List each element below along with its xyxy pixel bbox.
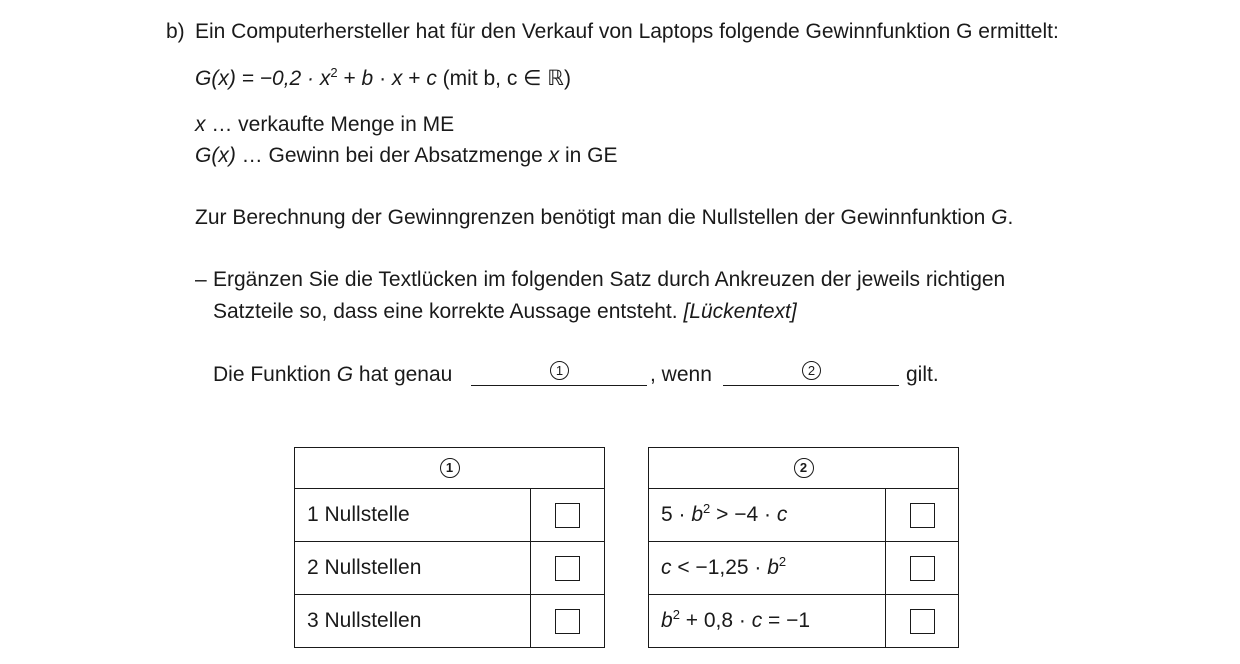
option-2-1-checkbox[interactable] (910, 503, 935, 528)
definition-gx-symbol2: x (548, 144, 560, 167)
instruction-tag: [Lückentext] (683, 300, 797, 323)
options-table-1 (294, 447, 605, 648)
option-2-1-a: 5 · (661, 503, 692, 526)
gap-sentence-part2: hat genau (353, 363, 453, 386)
option-2-1-text (649, 489, 886, 542)
option-1-1-checkbox[interactable] (555, 503, 580, 528)
instruction-line-2 (213, 299, 797, 325)
option-2-2-checkbox[interactable] (910, 556, 935, 581)
formula-plus: + (337, 67, 362, 90)
option-2-1-exp: 2 (703, 501, 711, 516)
option-2-3-exp: 2 (672, 607, 680, 622)
option-1-1-text: 1 Nullstelle (295, 489, 531, 542)
table-row (649, 489, 959, 542)
option-1-2-checkbox[interactable] (555, 556, 580, 581)
profit-function-formula (195, 66, 571, 92)
definition-gx-text2: in GE (559, 144, 618, 167)
formula-exponent: 2 (330, 65, 338, 80)
options-table-2 (648, 447, 959, 648)
option-2-3-v2: c (751, 609, 763, 632)
option-2-2-text (649, 542, 886, 595)
options-table-1-number: 1 (440, 458, 460, 478)
option-2-3-b: = −1 (762, 609, 811, 632)
option-2-2-exp: 2 (778, 554, 787, 569)
table-row (295, 542, 605, 595)
option-2-1-cell (886, 489, 959, 542)
task-label: b) (166, 20, 185, 43)
option-2-3-v1: b (661, 609, 673, 632)
option-1-3-text: 3 Nullstellen (295, 595, 531, 648)
definition-gx-symbol: G(x) (195, 144, 236, 167)
options-table-2-header (649, 448, 959, 489)
option-2-3-cell (886, 595, 959, 648)
options-table-1-header-cell (295, 448, 605, 489)
gap-sentence-part3: , wenn (650, 363, 712, 386)
gap-1-line (471, 385, 647, 386)
option-2-3-checkbox[interactable] (910, 609, 935, 634)
definition-gx-text: … Gewinn bei der Absatzmenge (235, 144, 549, 167)
gap-2-line (723, 385, 899, 386)
zeros-note-end: . (1007, 206, 1014, 229)
option-2-2-v1: c (661, 556, 672, 579)
table-row (295, 595, 605, 648)
option-2-3-text (649, 595, 886, 648)
gap-1-number: 1 (550, 361, 569, 380)
option-2-2-a: < −1,25 · (671, 556, 768, 579)
option-1-1-cell (531, 489, 605, 542)
table-row (649, 542, 959, 595)
option-1-3-checkbox[interactable] (555, 609, 580, 634)
zeros-note (195, 205, 1013, 231)
gap-sentence (213, 362, 452, 388)
table-row (649, 595, 959, 648)
options-table-2-header-cell (649, 448, 959, 489)
gap-sentence-symbol: G (336, 363, 354, 386)
gap-sentence-part4: gilt. (906, 363, 939, 386)
option-2-1-b: > −4 · (710, 503, 777, 526)
formula-c: c (426, 67, 437, 90)
zeros-note-text: Zur Berechnung der Gewinngrenzen benötigt man die Nullstellen der Gewinnfunktion (195, 206, 992, 229)
formula-plus-2: + (402, 67, 427, 90)
formula-dot: · (373, 67, 392, 90)
formula-condition: (mit b, c ∈ ℝ) (436, 67, 571, 90)
option-2-2-v2: b (767, 556, 779, 579)
option-1-2-text: 2 Nullstellen (295, 542, 531, 595)
option-2-1-v1: b (691, 503, 704, 526)
option-1-3-cell (531, 595, 605, 648)
formula-lhs: G(x) = −0,2 · x (195, 67, 331, 90)
option-1-2-cell (531, 542, 605, 595)
formula-b: b (361, 67, 374, 90)
table-row (295, 489, 605, 542)
task-intro: Ein Computerhersteller hat für den Verkauf von Laptops folgende Gewinnfunktion G ermittelt: (195, 20, 1059, 43)
definition-x-symbol: x (195, 113, 206, 136)
definition-x-text: … verkaufte Menge in ME (205, 113, 455, 136)
option-2-3-a: + 0,8 · (679, 609, 752, 632)
instruction-line-1: Ergänzen Sie die Textlücken im folgenden Satz durch Ankreuzen der jeweils richtigen (213, 268, 1006, 291)
instruction-line-2-text: Satzteile so, dass eine korrekte Aussage entsteht. (213, 300, 684, 323)
zeros-note-symbol: G (991, 206, 1008, 229)
option-2-1-v2: c (776, 503, 788, 526)
option-2-2-cell (886, 542, 959, 595)
gap-2-number: 2 (802, 361, 821, 380)
gap-sentence-part1: Die Funktion (213, 363, 337, 386)
options-table-2-number: 2 (794, 458, 814, 478)
options-table-1-header (295, 448, 605, 489)
instruction-dash: – (195, 268, 207, 291)
formula-x: x (391, 67, 403, 90)
definition-x (195, 112, 454, 138)
definition-gx (195, 143, 618, 169)
